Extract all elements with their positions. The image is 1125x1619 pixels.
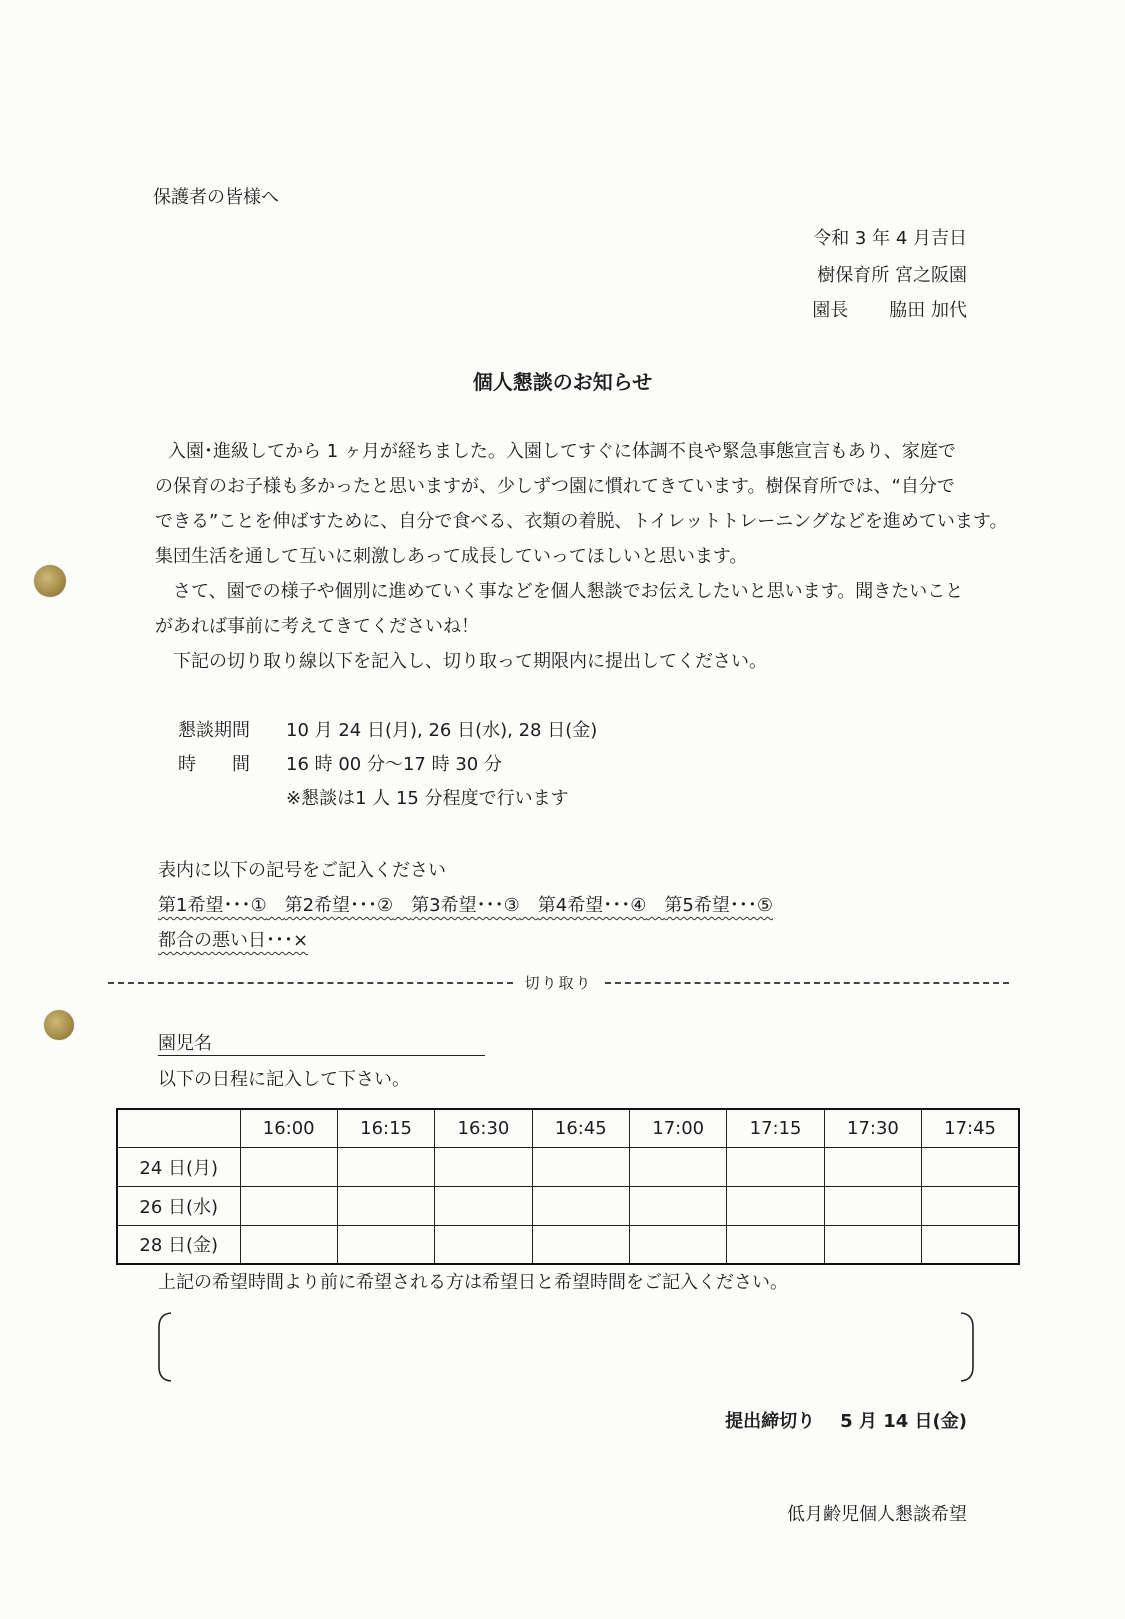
schedule-cell <box>922 1186 1019 1225</box>
addressee: 保護者の皆様へ <box>153 187 279 208</box>
legend-marks <box>158 888 773 923</box>
time-slot-header: 17:00 <box>630 1109 727 1147</box>
body-line: 集団生活を通して互いに刺激しあって成長していってほしいと思います。 <box>155 546 748 567</box>
schedule-cell <box>630 1147 727 1186</box>
schedule-cell <box>435 1147 532 1186</box>
day-label: 28 日(金) <box>117 1225 240 1264</box>
cut-line-dash <box>605 982 1010 984</box>
schedule-instruction: 以下の日程に記入して下さい。 <box>158 1069 410 1090</box>
cut-line-label: 切り取り <box>524 974 593 992</box>
document-title: 個人懇談のお知らせ <box>472 370 653 394</box>
legend-block <box>158 853 773 958</box>
child-name-line <box>158 1055 485 1056</box>
form-footer-label: 低月齢児個人懇談希望 <box>787 1504 967 1525</box>
signer-name: 脇田 加代 <box>889 300 967 321</box>
legend-intro: 表内に以下の記号をご記入ください <box>158 860 446 881</box>
deadline-line <box>725 1410 967 1434</box>
table-row <box>117 1186 1019 1225</box>
schedule-cell <box>824 1147 921 1186</box>
right-bracket <box>953 1311 975 1383</box>
schedule-period-row <box>178 714 597 748</box>
earlier-request-note: 上記の希望時間より前に希望される方は希望日と希望時間をご記入ください。 <box>158 1272 788 1293</box>
legend-mark: 第3希望･･･③ <box>411 895 520 916</box>
time-slot-header: 16:45 <box>532 1109 629 1147</box>
schedule-cell <box>337 1147 434 1186</box>
table-row <box>117 1147 1019 1186</box>
schedule-cell <box>532 1225 629 1264</box>
schedule-cell <box>727 1225 824 1264</box>
schedule-cell <box>630 1186 727 1225</box>
time-label: 時 間 <box>178 754 250 775</box>
organization-name: 樹保育所 宮之阪園 <box>817 265 967 286</box>
body-line: があれば事前に考えてきてくださいね！ <box>155 616 479 637</box>
schedule-cell <box>532 1147 629 1186</box>
day-label: 26 日(水) <box>117 1186 240 1225</box>
table-row <box>117 1225 1019 1264</box>
schedule-cell <box>240 1225 337 1264</box>
schedule-cell <box>922 1147 1019 1186</box>
deadline-label: 提出締切り <box>725 1411 816 1432</box>
issue-date: 令和 3 年 4 月吉日 <box>813 228 967 249</box>
punch-hole <box>34 565 66 597</box>
deadline-date: 5 月 14 日(金) <box>840 1411 967 1432</box>
signer-title: 園長 <box>812 300 849 321</box>
period-label: 懇談期間 <box>178 720 250 741</box>
time-value: 16 時 00 分～17 時 30 分 <box>286 754 502 775</box>
schedule-cell <box>727 1186 824 1225</box>
schedule-cell <box>435 1225 532 1264</box>
time-slot-header: 17:30 <box>824 1109 921 1147</box>
schedule-block <box>178 714 597 816</box>
legend-mark: 第1希望･･･① <box>158 895 267 916</box>
table-corner-cell <box>117 1109 240 1147</box>
schedule-cell <box>630 1225 727 1264</box>
signer-line <box>812 299 967 323</box>
legend-unavailable: 都合の悪い日･･･× <box>158 930 309 951</box>
body-line: できる”ことを伸ばすために、自分で食べる、衣類の着脱、トイレットトレーニングなどを進めています。 <box>155 511 1008 532</box>
cut-line-dash <box>108 982 513 984</box>
schedule-cell <box>337 1186 434 1225</box>
schedule-cell <box>240 1186 337 1225</box>
body-line: さて、園での様子や個別に進めていく事などを個人懇談でお伝えしたいと思います。聞きたいこと <box>173 581 964 602</box>
cut-line <box>108 972 1009 994</box>
body-line: 入園･進級してから 1 ヶ月が経ちました。入園してすぐに体調不良や緊急事態宣言もあり、家庭で <box>168 441 956 462</box>
schedule-cell <box>727 1147 824 1186</box>
schedule-note: ※懇談は1 人 15 分程度で行います <box>286 788 569 809</box>
schedule-cell <box>824 1225 921 1264</box>
child-name-label: 園児名 <box>158 1033 212 1054</box>
time-slot-header: 16:00 <box>240 1109 337 1147</box>
body-line: の保育のお子様も多かったと思いますが、少しずつ園に慣れてきています。樹保育所では、“自分で <box>155 476 955 497</box>
time-slot-header: 16:30 <box>435 1109 532 1147</box>
schedule-cell <box>532 1186 629 1225</box>
time-slot-header: 17:45 <box>922 1109 1019 1147</box>
time-slot-header: 17:15 <box>727 1109 824 1147</box>
schedule-note-row <box>178 782 597 816</box>
schedule-table <box>116 1108 1020 1265</box>
left-bracket <box>157 1311 179 1383</box>
table-header-row <box>117 1109 1019 1147</box>
day-label: 24 日(月) <box>117 1147 240 1186</box>
body-line: 下記の切り取り線以下を記入し、切り取って期限内に提出してください。 <box>173 651 767 672</box>
schedule-cell <box>824 1186 921 1225</box>
time-slot-header: 16:15 <box>337 1109 434 1147</box>
legend-mark: 第5希望･･･⑤ <box>664 895 773 916</box>
schedule-cell <box>922 1225 1019 1264</box>
legend-mark: 第2希望･･･② <box>284 895 394 916</box>
period-value: 10 月 24 日(月), 26 日(水), 28 日(金) <box>286 720 598 741</box>
schedule-cell <box>435 1186 532 1225</box>
punch-hole <box>44 1010 74 1040</box>
schedule-time-row <box>178 748 597 782</box>
body-text <box>155 434 1007 679</box>
schedule-cell <box>337 1225 434 1264</box>
legend-mark: 第4希望･･･④ <box>537 895 647 916</box>
schedule-cell <box>240 1147 337 1186</box>
